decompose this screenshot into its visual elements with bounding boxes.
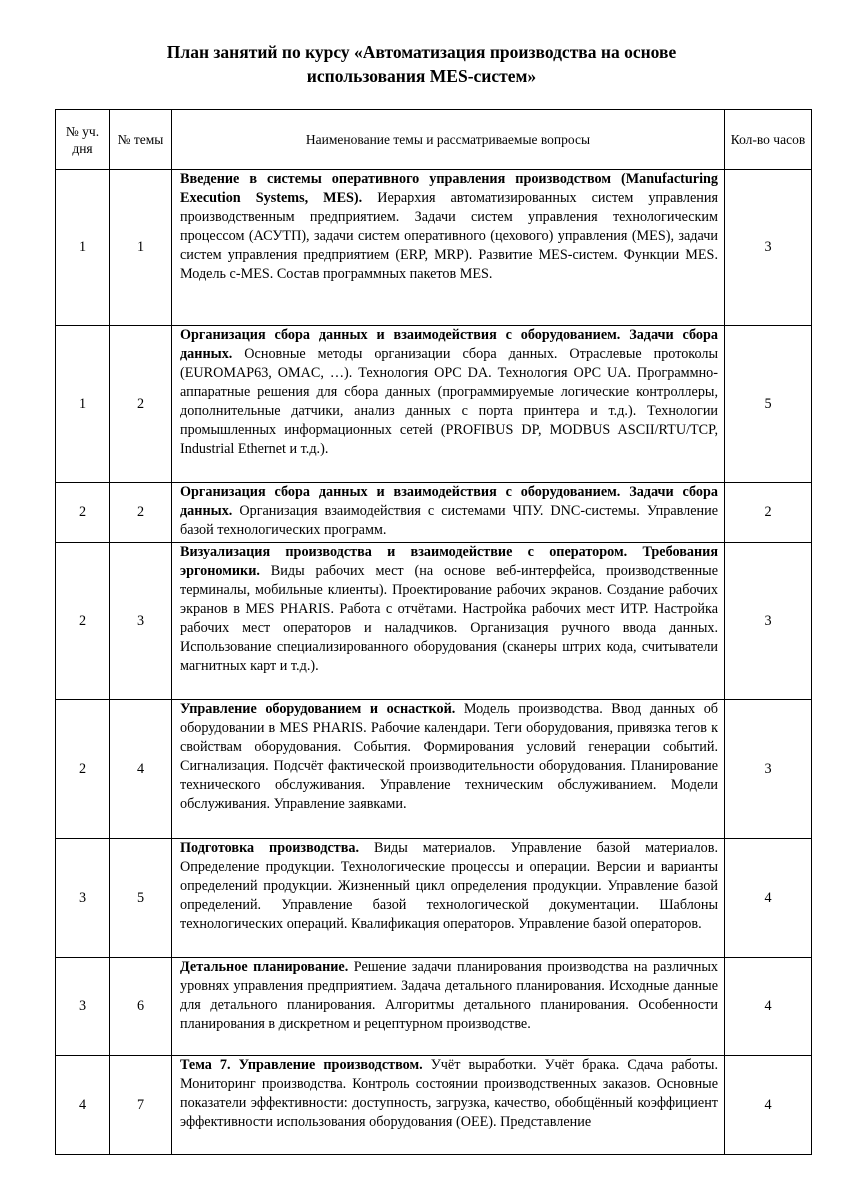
topic-description: Модель производства. Ввод данных об оборудовании в MES PHARIS. Рабочие календари. Теги оборудования, привязка тегов к свойствам оборудования. События. Формирования условий генерации событий. Сигнализация. Подсчёт фактической производительности оборудования. Планирование технического обслуживания. Управление техническим обслуживанием. Модели обслуживания. Управление заявками. [180, 701, 718, 812]
course-plan-table [55, 109, 812, 1155]
cell-hours: 5 [725, 326, 812, 483]
cell-day: 4 [56, 1056, 110, 1155]
cell-topic-number: 6 [110, 958, 172, 1056]
cell-day: 3 [56, 958, 110, 1056]
cell-hours: 3 [725, 700, 812, 839]
cell-topic [172, 483, 725, 543]
table-row [56, 170, 812, 326]
cell-topic [172, 326, 725, 483]
cell-topic-number: 1 [110, 170, 172, 326]
topic-heading: Управление оборудованием и оснасткой. [180, 701, 456, 717]
topic-heading: Тема 7. Управление производством. [180, 1057, 423, 1073]
cell-topic-number: 3 [110, 543, 172, 700]
table-row [56, 958, 812, 1056]
cell-topic-number: 2 [110, 483, 172, 543]
document-title [60, 40, 783, 88]
cell-day: 2 [56, 483, 110, 543]
table-row [56, 700, 812, 839]
topic-heading: Визуализация производства и взаимодействие с оператором. Требования эргономики. [180, 544, 718, 579]
topic-description: Виды рабочих мест (на основе веб-интерфейса, производственные терминалы, мобильные клиенты). Проектирование рабочих экранов. Создание рабочих экранов в MES PHARIS. Работа с отчётами. Настройка рабочих мест ИТР. Настройка рабочих мест операторов и наладчиков. Организация ручного ввода данных. Использование специализированного оборудования (сканеры штрих кода, считыватели магнитных карт и т.д.). [180, 563, 718, 674]
cell-hours: 3 [725, 170, 812, 326]
cell-day: 2 [56, 700, 110, 839]
table-row [56, 543, 812, 700]
cell-topic-number: 2 [110, 326, 172, 483]
topic-description: Организация взаимодействия с системами ЧПУ. DNC-системы. Управление базой технологических программ. [180, 503, 718, 538]
cell-hours: 4 [725, 1056, 812, 1155]
cell-topic-number: 4 [110, 700, 172, 839]
cell-hours: 4 [725, 839, 812, 958]
cell-topic [172, 839, 725, 958]
cell-topic [172, 1056, 725, 1155]
topic-heading: Организация сбора данных и взаимодействия с оборудованием. Задачи сбора данных. [180, 484, 718, 519]
topic-heading: Организация сбора данных и взаимодействия с оборудованием. Задачи сбора данных. [180, 327, 718, 362]
cell-hours: 3 [725, 543, 812, 700]
cell-day: 1 [56, 326, 110, 483]
topic-heading: Введение в системы оперативного управления производством (Manufacturing Execution Systems, MES). [180, 171, 718, 206]
topic-description: Учёт выработки. Учёт брака. Сдача работы. Мониторинг производства. Контроль состоянии производственных заказов. Основные показатели эффективности: доступность, загрузка, качество, обобщённый коэффициент эффективности использования оборудования (OEE). Представление [180, 1057, 718, 1130]
cell-hours: 2 [725, 483, 812, 543]
cell-day: 3 [56, 839, 110, 958]
table-row [56, 1056, 812, 1155]
topic-description: Решение задачи планирования производства на различных уровнях управления предприятием. Задача детального планирования. Исходные данные для детального планирования. Алгоритмы детального планирования. Особенности планирования в дискретном и рецептурном производстве. [180, 959, 718, 1032]
header-topic: Наименование темы и рассматриваемые вопросы [172, 110, 725, 170]
table-row [56, 326, 812, 483]
table-row [56, 839, 812, 958]
header-day: № уч. дня [56, 110, 110, 170]
cell-hours: 4 [725, 958, 812, 1056]
topic-description: Иерархия автоматизированных систем управления производственным предприятием. Задачи систем управления технологическим процессом (АСУТП), задачи систем оперативного (цехового) управления (MES), задачи систем управления предприятием (ERP, MRP). Развитие MES-систем. Функции MES. Модель c-MES. Состав программных пакетов MES. [180, 190, 719, 282]
cell-topic [172, 958, 725, 1056]
cell-topic-number: 5 [110, 839, 172, 958]
header-topic-number: № темы [110, 110, 172, 170]
topic-description: Виды материалов. Управление базой материалов. Определение продукции. Технологические процессы и операции. Версии и варианты определений продукции. Жизненный цикл определения продукции. Управление базой определений. Управление базой технологической документации. Шаблоны технологических операций. Квалификация операторов. Управление базой операторов. [180, 840, 718, 932]
cell-topic [172, 700, 725, 839]
topic-description: Основные методы организации сбора данных. Отраслевые протоколы (EUROMAP63, OMAC, …). Технология OPC DA. Технология OPC UA. Программно-аппаратные решения для сбора данных (программируемые логические контроллеры, дополнительные датчики, анализ данных с порта принтера и т.д.). Технологии промышленных информационных сетей (PROFIBUS DP, MODBUS ASCII/RTU/TCP, Industrial Ethernet и т.д.). [180, 346, 718, 457]
title-line-2: использования MES-систем» [306, 66, 537, 86]
table-header-row [56, 110, 812, 170]
topic-heading: Подготовка производства. [180, 840, 360, 856]
cell-day: 2 [56, 543, 110, 700]
cell-topic-number: 7 [110, 1056, 172, 1155]
header-hours: Кол-во часов [725, 110, 812, 170]
table-row [56, 483, 812, 543]
title-line-1: План занятий по курсу «Автоматизация производства на основе [166, 42, 677, 62]
cell-day: 1 [56, 170, 110, 326]
topic-heading: Детальное планирование. [180, 959, 349, 975]
cell-topic [172, 170, 725, 326]
cell-topic [172, 543, 725, 700]
